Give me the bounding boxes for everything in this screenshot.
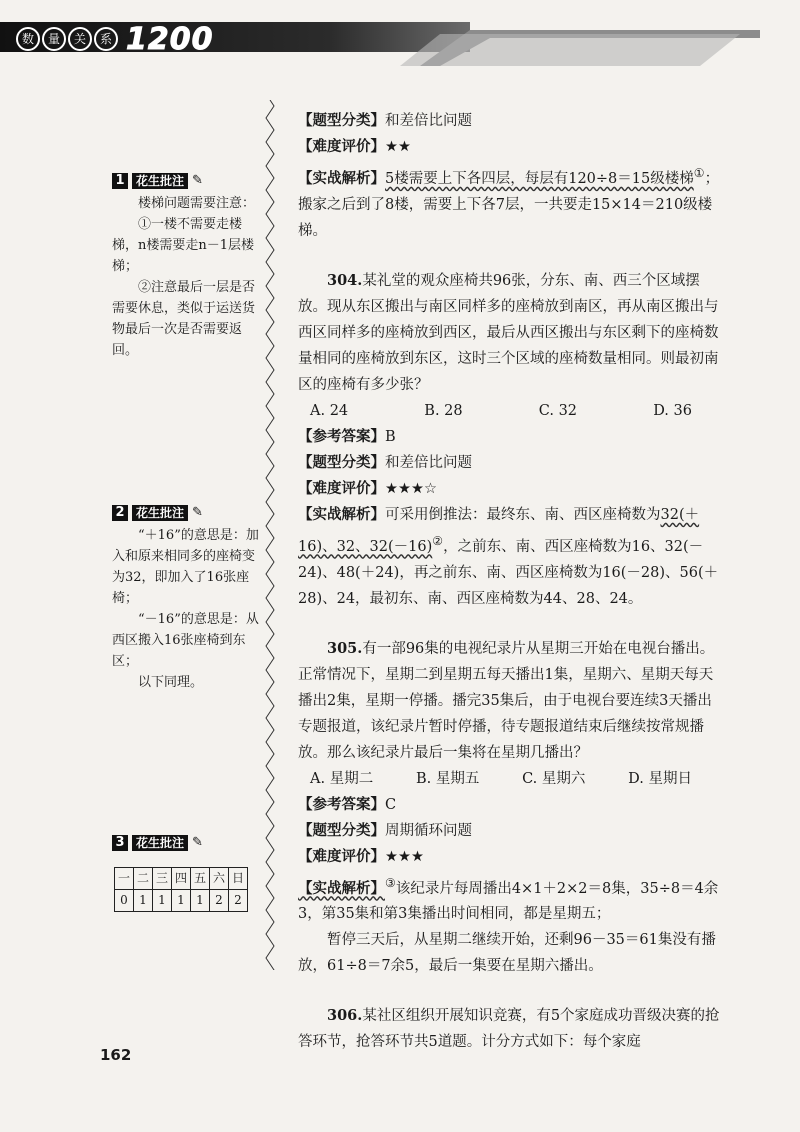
option: C. 星期六 [522, 770, 586, 787]
table-cell: 1 [134, 890, 153, 912]
table-cell: 1 [153, 890, 172, 912]
peanut-pen-icon: ✎ [192, 505, 203, 520]
annotation-text: “－16”的意思是：从西区搬入16张座椅到东区； [112, 612, 259, 669]
analysis-highlight: 32(＋16)、32、32(－16) [298, 506, 700, 555]
option: C. 32 [538, 402, 578, 419]
option: A. 24 [310, 402, 349, 419]
option: D. 36 [653, 402, 692, 419]
annotation-2 [112, 502, 262, 693]
book-title [16, 21, 214, 57]
analysis-label: 【实战解析】 [298, 169, 385, 187]
analysis-label: 【实战解析】 [298, 879, 385, 897]
title-char: 量 [42, 27, 66, 51]
question-306 [298, 1003, 722, 1055]
difficulty-label: 【难度评价】 [298, 847, 385, 865]
page-header [0, 0, 800, 60]
annotation-text: ①一楼不需要走楼梯，n楼需要走n－1层楼梯； [112, 217, 255, 274]
analysis-highlight: 5楼需要上下各四层，每层有120÷8＝15级楼梯 [385, 170, 694, 187]
table-cell: 六 [210, 868, 229, 890]
option: D. 星期日 [628, 770, 692, 787]
type-label: 【题型分类】 [298, 453, 385, 471]
options [298, 766, 722, 792]
answer-label: 【参考答案】 [298, 795, 385, 813]
annotation-text: 楼梯问题需要注意： [138, 196, 256, 211]
title-char: 系 [94, 27, 118, 51]
annotation-3 [112, 832, 262, 912]
table-row [115, 890, 248, 912]
type-label: 【题型分类】 [298, 112, 385, 129]
table-cell: 五 [191, 868, 210, 890]
table-cell: 0 [115, 890, 134, 912]
peanut-pen-icon: ✎ [192, 173, 203, 188]
question-303-tail [298, 108, 722, 244]
page-number: 162 [100, 1046, 132, 1064]
annotation-text: “＋16”的意思是：加入和原来相同多的座椅变为32，即加入了16张座椅； [112, 528, 259, 606]
annotation-1 [112, 170, 262, 361]
answer-value: C [385, 796, 397, 813]
annotation-title: 花生批注 [132, 173, 188, 189]
difficulty-stars: ★★★ [385, 848, 424, 865]
question-304 [298, 268, 722, 612]
table-cell: 1 [172, 890, 191, 912]
title-char: 关 [68, 27, 92, 51]
analysis-text: ，之前东、南、西区座椅数为16、32(－24)、48(＋24)，再之前东、南、西区座椅数为16(－28)、56(＋28)、24，最初东、南、西区座椅数为44、28、24。 [298, 538, 719, 607]
question-number: 306. [327, 1007, 363, 1025]
type-value: 周期循环问题 [385, 822, 472, 839]
question-stem: 有一部96集的电视纪录片从星期三开始在电视台播出。正常情况下，星期二到星期五每天播出1集，星期六、星期天每天播出2集，星期一停播。播完35集后，由于电视台要连续3天播出专题报道，该纪录片暂时停播，待专题报道结束后继续按常规播放。那么该纪录片最后一集将在星期几播出？ [298, 640, 715, 761]
annotation-ref: ② [432, 533, 444, 548]
table-cell: 日 [229, 868, 248, 890]
type-value: 和差倍比问题 [385, 454, 472, 471]
answer-value: B [385, 428, 396, 445]
question-stem: 某礼堂的观众座椅共96张，分东、南、西三个区域摆放。现从东区搬出与南区同样多的座椅放到南区，再从南区搬出与西区同样多的座椅放到西区，最后从西区搬出与东区剩下的座椅数量相同的座椅放到东区，这时三个区域的座椅数量相同。则最初南区的座椅有多少张？ [298, 272, 719, 393]
header-stripe [400, 30, 760, 70]
question-305 [298, 636, 722, 980]
annotation-number: 2 [112, 505, 128, 521]
annotation-title: 花生批注 [132, 835, 188, 851]
analysis-label: 【实战解析】 [298, 505, 385, 523]
weekday-table [114, 867, 248, 912]
main-content [298, 108, 722, 1055]
difficulty-stars: ★★ [385, 139, 411, 155]
table-cell: 三 [153, 868, 172, 890]
option: B. 星期五 [415, 770, 480, 787]
type-value: 和差倍比问题 [385, 113, 472, 129]
title-char: 数 [16, 27, 40, 51]
answer-label: 【参考答案】 [298, 427, 385, 445]
annotation-text: ②注意最后一层是否需要休息，类似于运送货物最后一次是否需要返回。 [112, 280, 256, 358]
analysis-text: 该纪录片每周播出4×1＋2×2＝8集，35÷8＝4余3，第35集和第3集播出时间相同，都是星期五； [298, 880, 719, 923]
peanut-pen-icon: ✎ [192, 835, 203, 850]
annotation-number: 3 [112, 835, 128, 851]
question-number: 304. [327, 271, 363, 289]
table-cell: 二 [134, 868, 153, 890]
option: B. 28 [424, 402, 463, 419]
annotation-text: 以下同理。 [138, 675, 204, 690]
title-number: 1200 [126, 21, 214, 57]
question-stem: 某社区组织开展知识竞赛，有5个家庭成功晋级决赛的抢答环节，抢答环节共5道题。计分方式如下：每个家庭 [298, 1008, 720, 1051]
difficulty-label: 【难度评价】 [298, 138, 385, 155]
annotation-number: 1 [112, 173, 128, 189]
analysis-text: 暂停三天后，从星期二继续开始，还剩96－35＝61集没有播放，61÷8＝7余5，最后一集要在星期六播出。 [298, 932, 716, 975]
difficulty-label: 【难度评价】 [298, 479, 385, 497]
annotation-ref: ① [693, 166, 705, 180]
wavy-divider [262, 100, 278, 970]
option: A. 星期二 [310, 770, 374, 787]
analysis-text: 可采用倒推法：最终东、南、西区座椅数为 [385, 506, 661, 523]
annotation-title: 花生批注 [132, 505, 188, 521]
annotation-ref: ③ [385, 875, 396, 890]
table-cell: 1 [191, 890, 210, 912]
table-cell: 一 [115, 868, 134, 890]
table-row [115, 868, 248, 890]
table-cell: 2 [229, 890, 248, 912]
type-label: 【题型分类】 [298, 821, 385, 839]
options [298, 398, 722, 424]
table-cell: 2 [210, 890, 229, 912]
table-cell: 四 [172, 868, 191, 890]
analysis-text: ；搬家之后到了8楼，需要上下各7层，一共要走15×14＝210级楼梯。 [298, 170, 720, 239]
question-number: 305. [327, 639, 363, 657]
difficulty-stars: ★★★☆ [385, 480, 437, 497]
